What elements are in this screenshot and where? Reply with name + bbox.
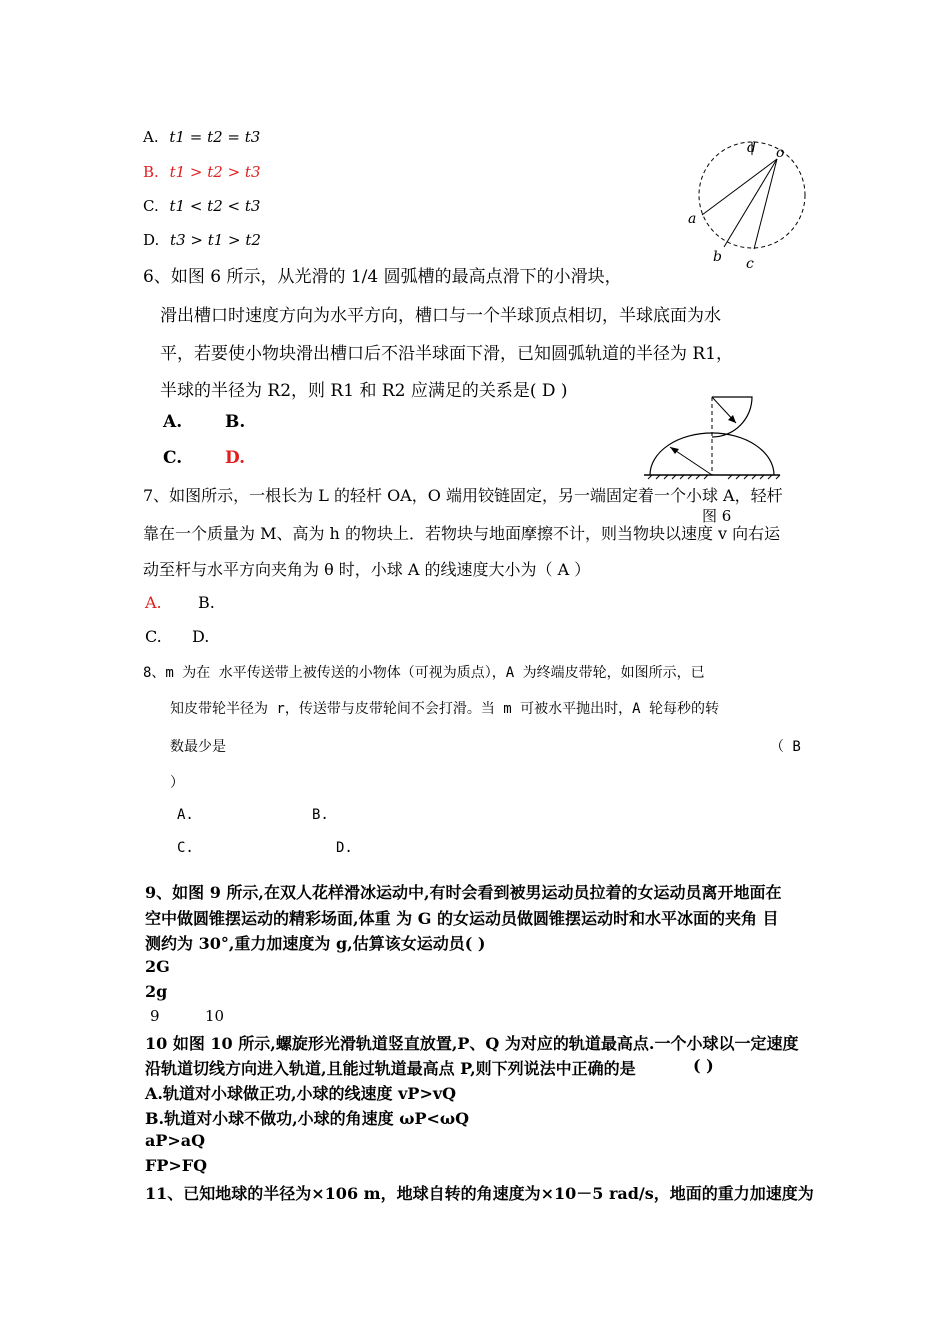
q8-answer: （ B [770, 739, 801, 755]
q6-option-a: A. [163, 412, 183, 432]
q8-line-3: 数最少是 [170, 739, 226, 755]
q6-line-1: 6、如图 6 所示，从光滑的 1/4 圆弧槽的最高点滑下的小滑块， [143, 267, 622, 287]
q9-number-10: 10 [205, 1007, 225, 1025]
option-text: t1 > t2 > t3 [169, 163, 261, 181]
label-d: d [747, 140, 756, 156]
q7-option-a: A. [145, 593, 162, 612]
q8-line-2: 知皮带轮半径为 r，传送带与皮带轮间不会打滑。当 m 可被水平抛出时，A 轮每秒的转 [170, 701, 719, 717]
q7-line-2: 靠在一个质量为 M、高为 h 的物块上．若物块与地面摩擦不计，则当物块以速度 v 向右运 [143, 524, 781, 543]
q8-line-1: 8、m 为在 水平传送带上被传送的小物体（可视为质点），A 为终端皮带轮，如图所示，已 [143, 665, 705, 681]
q8-answer-close: ） [170, 775, 184, 791]
q10-line-2: 沿轨道切线方向进入轨道,且能过轨道最高点 P,则下列说法中正确的是 [145, 1059, 636, 1078]
q8-option-b: B. [312, 807, 329, 823]
option-text: t3 > t1 > t2 [170, 231, 261, 249]
q9-number-9: 9 [150, 1007, 160, 1025]
q11-line-1: 11、已知地球的半径为×106 m，地球自转的角速度为×10－5 rad/s，地面的重力加速度为 [145, 1184, 814, 1203]
q7-option-b: B. [198, 593, 215, 612]
q5-option-a [143, 128, 260, 146]
label-o: o [776, 145, 785, 161]
q10-option-b: B.轨道对小球不做功,小球的角速度 ωP<ωQ [145, 1109, 470, 1128]
option-label: A. [143, 128, 159, 146]
q6-line-3: 平，若要使小物块滑出槽口后不沿半球面下滑，已知圆弧轨道的半径为 R1， [160, 344, 734, 364]
q10-option-d: FP>FQ [145, 1156, 208, 1175]
label-c: c [746, 256, 754, 272]
q8-option-c: C. [177, 840, 194, 856]
q6-line-2: 滑出槽口时速度方向为水平方向，槽口与一个半球顶点相切，半球底面为水 [160, 306, 721, 326]
q6-option-d: D. [225, 448, 246, 468]
q9-line-3: 测约为 30°,重力加速度为 g,估算该女运动员( ) [145, 934, 486, 953]
q9-line-2: 空中做圆锥摆运动的精彩场面,体重 为 G 的女运动员做圆锥摆运动时和水平冰面的夹角 目 [145, 909, 779, 928]
option-label: C. [143, 197, 159, 215]
q5-option-c [143, 197, 260, 215]
q10-paren: ( ) [693, 1056, 714, 1075]
option-label: B. [143, 163, 159, 181]
q8-option-a: A. [177, 807, 194, 823]
q10-option-a: A.轨道对小球做正功,小球的线速度 vP>vQ [145, 1084, 457, 1103]
q7-line-1: 7、如图所示，一根长为 L 的轻杆 OA，O 端用铰链固定，另一端固定着一个小球 A，轻杆 [143, 486, 783, 505]
q5-option-d [143, 231, 261, 249]
q5-option-b [143, 163, 261, 181]
label-b: b [713, 249, 722, 265]
option-text: t1 < t2 < t3 [169, 197, 261, 215]
q6-line-4: 半球的半径为 R2，则 R1 和 R2 应满足的关系是( D ) [160, 381, 568, 401]
q7-option-d: D. [192, 627, 210, 646]
q8-option-d: D. [336, 840, 353, 856]
q5-circle-figure [680, 135, 820, 275]
q6-option-b: B. [225, 412, 246, 432]
option-label: D. [143, 231, 160, 249]
label-a: a [688, 211, 697, 227]
q10-option-c: aP>aQ [145, 1131, 206, 1150]
option-text: t1 = t2 = t3 [169, 128, 261, 146]
q7-line-3: 动至杆与水平方向夹角为 θ 时，小球 A 的线速度大小为（ A ） [143, 560, 591, 579]
q6-option-c: C. [163, 448, 183, 468]
q9-item-1: 2G [145, 957, 170, 976]
q9-line-1: 9、如图 9 所示,在双人花样滑冰运动中,有时会看到被男运动员拉着的女运动员离开地面在 [145, 883, 782, 902]
q10-line-1: 10 如图 10 所示,螺旋形光滑轨道竖直放置,P、Q 为对应的轨道最高点.一个小球以一定速度 [145, 1034, 799, 1053]
q9-item-2: 2g [145, 982, 168, 1001]
q6-figure-caption: 图 6 [702, 507, 732, 525]
q7-option-c: C. [145, 627, 162, 646]
